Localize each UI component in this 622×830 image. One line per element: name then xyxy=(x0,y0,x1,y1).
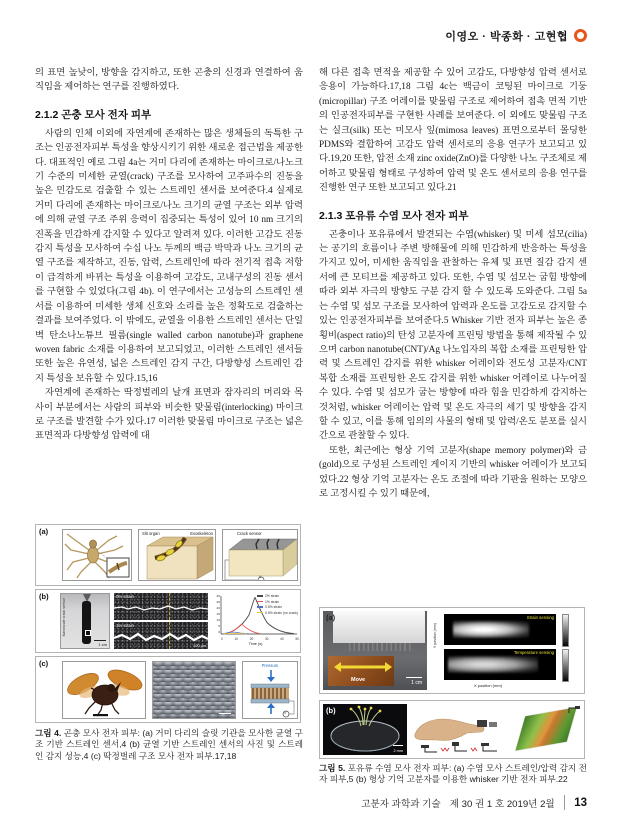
probe-schematic-icon xyxy=(567,705,581,715)
sem-1pct xyxy=(114,622,208,649)
figure5-caption xyxy=(319,763,587,786)
figure4-b-label: (b) xyxy=(39,592,49,601)
figure4-panel-b xyxy=(35,589,301,653)
y-axis-label: Y position (mm) xyxy=(433,623,437,649)
chart-x-ticks: 0 10 20 30 40 50 xyxy=(221,637,299,641)
strain-sensing-label: Strain sensing xyxy=(526,615,554,620)
mapping-plots xyxy=(430,611,583,692)
header-authors xyxy=(445,28,587,44)
author-ornament-icon xyxy=(574,29,587,42)
pressure-assembly-icon xyxy=(243,662,298,719)
sem-scale-bar xyxy=(219,713,231,714)
figure4-panel-a xyxy=(35,524,301,586)
legend-swatch xyxy=(257,612,263,613)
page-footer xyxy=(361,795,587,810)
figure5-b-label: (b) xyxy=(326,706,336,715)
sensor-strip xyxy=(82,601,91,644)
printing-machine xyxy=(333,611,425,643)
strain-sensing-map xyxy=(444,614,556,645)
photo-scale-label: 1 cm xyxy=(98,642,107,647)
authors-text: 이영오 · 박종화 · 고현협 xyxy=(445,31,568,43)
whisker-array xyxy=(349,643,411,651)
exoskeleton-label: Exoskeleton xyxy=(190,531,213,536)
zoom-region-marker xyxy=(85,630,91,636)
chart-y-ticks: 30 25 20 15 10 5 0 xyxy=(216,594,220,634)
journal-issue: 제 30 권 1 호 2019년 2월 xyxy=(449,798,555,810)
right-column xyxy=(319,66,587,604)
whisker-array-photo xyxy=(323,611,427,690)
paragraph-interlocking: 자연계에 존재하는 딱정벌레의 날개 표면과 잠자리의 머리와 목 사이 부분에서는 사람의 피부와 비슷한 맞물림(interlocking) 마이크로 구조를 발견할 수가 있다.17 이러한 맞물림 마이크로 구조는 넓은 표면적과 다방향성 압력에 대 xyxy=(35,388,303,442)
crack-sensor-block-icon xyxy=(223,530,298,581)
paragraph-continued: 의 표면 높낮이, 방향을 감지하고, 또한 곤충의 신경과 연결하여 움직임을 제어하는 연구를 진행하였다. xyxy=(35,68,303,93)
figure4-a-label: (a) xyxy=(39,527,49,536)
figure4-caption-text: 곤충 모사 전자 피부: (a) 거미 다리의 슬릿 기관을 모사한 균열 구조 기반 스트레인 센서,4 (b) 균열 기반 스트레인 센서의 사진 및 스트레인 감지 성능,4 (c) 딱정벌레 구조 모사 전자 피부.17,18 xyxy=(35,728,303,761)
scale-bar xyxy=(94,640,106,642)
sem-0pct xyxy=(114,593,208,620)
temperature-sensing-map xyxy=(444,649,556,680)
figure4-caption xyxy=(35,728,303,762)
sem-scale-label: 100 μm xyxy=(193,644,206,648)
photo-scale-label: 2 mm xyxy=(393,749,403,753)
journal-name: 고분자 과학과 기술 xyxy=(361,798,441,810)
chart-x-label: Time (s) xyxy=(248,642,263,646)
whisker-cylinder-photo xyxy=(323,704,407,755)
interlocked-sem-image xyxy=(152,661,236,719)
strain-colorbar xyxy=(562,614,569,647)
figure4-c-label: (c) xyxy=(39,659,49,668)
left-column xyxy=(35,66,303,522)
figure5-caption-label: 그림 5. xyxy=(319,763,346,773)
pressure-diagram xyxy=(242,661,298,719)
footer-divider xyxy=(564,795,566,810)
hand-sensing-illustration xyxy=(411,704,509,755)
photo-scale-bar xyxy=(406,677,422,678)
crack-line-0pct-icon xyxy=(114,593,208,620)
crack-sensor-photo xyxy=(60,593,110,649)
sem-1pct-label: 1% strain xyxy=(116,623,134,628)
figure5-a-label: (a) xyxy=(326,613,336,622)
beetle-icon xyxy=(63,662,146,719)
strain-response-chart xyxy=(212,592,299,650)
texture-map xyxy=(513,704,583,755)
paragraph-contact-area: 해 다른 접촉 면적을 제공할 수 있어 고감도, 다방향성 압력 센서로 응용이 가능하다.17,18 그림 4c는 백금이 코팅된 마이크로 기둥(micropillar) 구조 어레이를 맞물림 구조로 제어하여 접촉 면적 기반의 인공전자피부를 구현한 사례를 보여준다. 이 외에도 맞물림 구조는 실크(silk) 또는 미모사 잎(mimosa leaves) 표면으로부터 몰딩한 PDMS와 결합하여 고감도 압력 센서로의 응용 연구가 보고되고 있다.19,20 또한, 압전 소재 zinc oxide(ZnO)를 다양한 나노 구조체로 제어하고 맞물림 형태로 구성하여 압력 및 온도 센서로의 응용 연구를 진행한 연구 또한 보고되고 있다.21 xyxy=(319,68,587,194)
paragraph-insect-skin: 사람의 인체 이외에 자연계에 존재하는 많은 생체들의 독특한 구조는 인공전자피부 특성을 향상시키기 위한 새로운 접근법을 제공한다. 대표적인 예로 그림 4a는 거미 다리에 존재하는 마이크로/나노크기 수준의 미세한 균열(crack) 구조를 모사하여 고주파수의 진동을 높은 민감도로 검출할 수 있는 스트레인 센서를 보여준다.4 실제로 거미 다리에 존재하는 마이크로/나노 크기의 균열 구조는 외부 압력에 의해 균열 구조 주위 응력이 집중되는 특성이 있어 10 nm 크기의 진폭을 민감하게 감지할 수 있다고 알려져 있다. 이러한 고감도 진동 감지 특성을 모사하여 수십 나노 두께의 백금 박막과 나노 크기의 균열 구조를 제작하고, 진동, 압력, 스트레인에 따라 전기적 접촉 저항이 급격하게 바뀌는 특성을 이용하여 고감도, 고내구성의 진동 센서를 구현할 수 있었다(그림 4b). 이 연구에서는 고성능의 스트레인 센서를 이용하여 미세한 생체 신호와 소리를 높은 정확도로 검출하는 결과를 보여주었다. 이 밖에도, 균열을 이용한 스트레인 센서는 단일벽 탄소나노튜브 필름(single walled carbon nanotube)과 graphene woven fabric 소재를 이용하여 보고되었고, 이러한 스트레인 센서들 또한 높은 유연성, 넓은 스트레인 감지 구간, 다방향성 스트레인 감지 특성을 보유할 수 있다.15,16 xyxy=(35,128,303,384)
voltmeter-label: V xyxy=(259,575,262,579)
legend-swatch xyxy=(257,595,263,596)
move-label: Move xyxy=(351,677,366,683)
sem-0pct-label: 0% strain xyxy=(116,594,134,599)
temperature-signal-blob xyxy=(448,656,538,673)
legend-swatch xyxy=(257,601,263,602)
strain-signal-blob xyxy=(453,621,529,638)
photo-side-label: Nanoscale crack sensor xyxy=(62,598,66,637)
move-arrow-icon xyxy=(333,660,393,674)
crack-sensor-label: Crack sensor xyxy=(237,531,262,536)
figure4-caption-label: 그림 4. xyxy=(35,728,62,738)
x-axis-label: X position (mm) xyxy=(474,683,503,688)
paragraph-whisker: 곤충이나 포유류에서 발견되는 수염(whisker) 및 미세 섬모(cilia)는 공기의 흐름이나 주변 방해물에 의해 민감하게 반응하는 특성을 가지고 있어, 미세한 움직임을 관찰하는 유체 및 표면 질감 감지 센서에 큰 모티브를 제공하고 있다. 또한, 수염 및 섬모는 굽힘 방향에 따라 외부 자극의 방향도 구분 감지 할 수 있도록 도와준다. 그림 5a는 수염 및 섬모 구조를 모사하여 압력과 온도를 고감도로 감지할 수 있는 인공전자피부를 보여준다.5 Whisker 기반 전자 피부는 높은 종횡비(aspect ratio)의 탄성 고분자에 프린팅 방법을 통해 제작될 수 있으며 carbon nanotube(CNT)/Ag 나노입자의 복합 소재를 프린팅한 압력 및 스트레인 감지를 위한 whisker 어레이와 전도성 고분자/CNT 복합 소재를 프린팅한 온도 감지를 위한 whisker 어레이로 나누어질 수 있다. 수염 및 섬모가 굽는 방향에 따라 힘을 민감하게 감지하는 것처럼, whisker 어레이는 압력 및 온도 자극의 세기 및 방향을 감지할 수 있고, 이를 통해 임의의 사물의 형태 및 압력/온도 분포를 실시간으로 관찰할 수 있다. xyxy=(319,229,587,442)
legend-swatch xyxy=(257,606,263,607)
figure4-panel-c xyxy=(35,656,301,723)
spider-illustration-icon xyxy=(63,530,132,581)
photo-scale-label: 1 cm xyxy=(411,680,422,686)
crack-sensor-diagram xyxy=(222,529,298,581)
skin-block-icon xyxy=(139,530,216,581)
temperature-sensing-label: Temperature sensing xyxy=(513,650,554,655)
sem-stack xyxy=(114,593,208,649)
figure5-panel-b xyxy=(319,700,585,759)
photo-scale-bar xyxy=(393,745,403,746)
pressure-label: Pressure xyxy=(261,663,279,668)
section-heading-213: 2.1.3 포유류 수염 모사 전자 피부 xyxy=(319,209,469,222)
figure5-panel-a xyxy=(319,607,585,694)
slit-organ-diagram xyxy=(138,529,216,581)
chart-legend: 2% strain 1% strain 0.5% strain 0.5% strain (no crack) xyxy=(257,594,298,615)
page-number: 13 xyxy=(574,796,587,809)
paragraph-shape-memory: 또한, 최근에는 형상 기억 고분자(shape memory polymer)와 금(gold)으로 구성된 스트레인 게이지 기반의 whisker 어레이가 보고되었다.22 형상 기억 고분자는 온도 조절에 따라 기판을 원하는 모양으로 고정시킬 수 있기 때문에, xyxy=(319,445,587,499)
figure5-caption-text: 포유류 수염 모사 전자 피부: (a) 수염 모사 스트레인/압력 감지 전자 피부,5 (b) 형상 기억 고분자를 이용한 whisker 기반 전자 피부.22 xyxy=(319,763,587,785)
section-heading-212: 2.1.2 곤충 모사 전자 피부 xyxy=(35,108,152,121)
temperature-colorbar xyxy=(562,649,569,682)
voltmeter-label: V xyxy=(284,711,287,715)
hand-icon xyxy=(411,704,509,755)
spider-photo xyxy=(62,529,132,581)
beetle-photo xyxy=(62,661,146,719)
slit-organ-label: Slit organ xyxy=(142,531,160,536)
